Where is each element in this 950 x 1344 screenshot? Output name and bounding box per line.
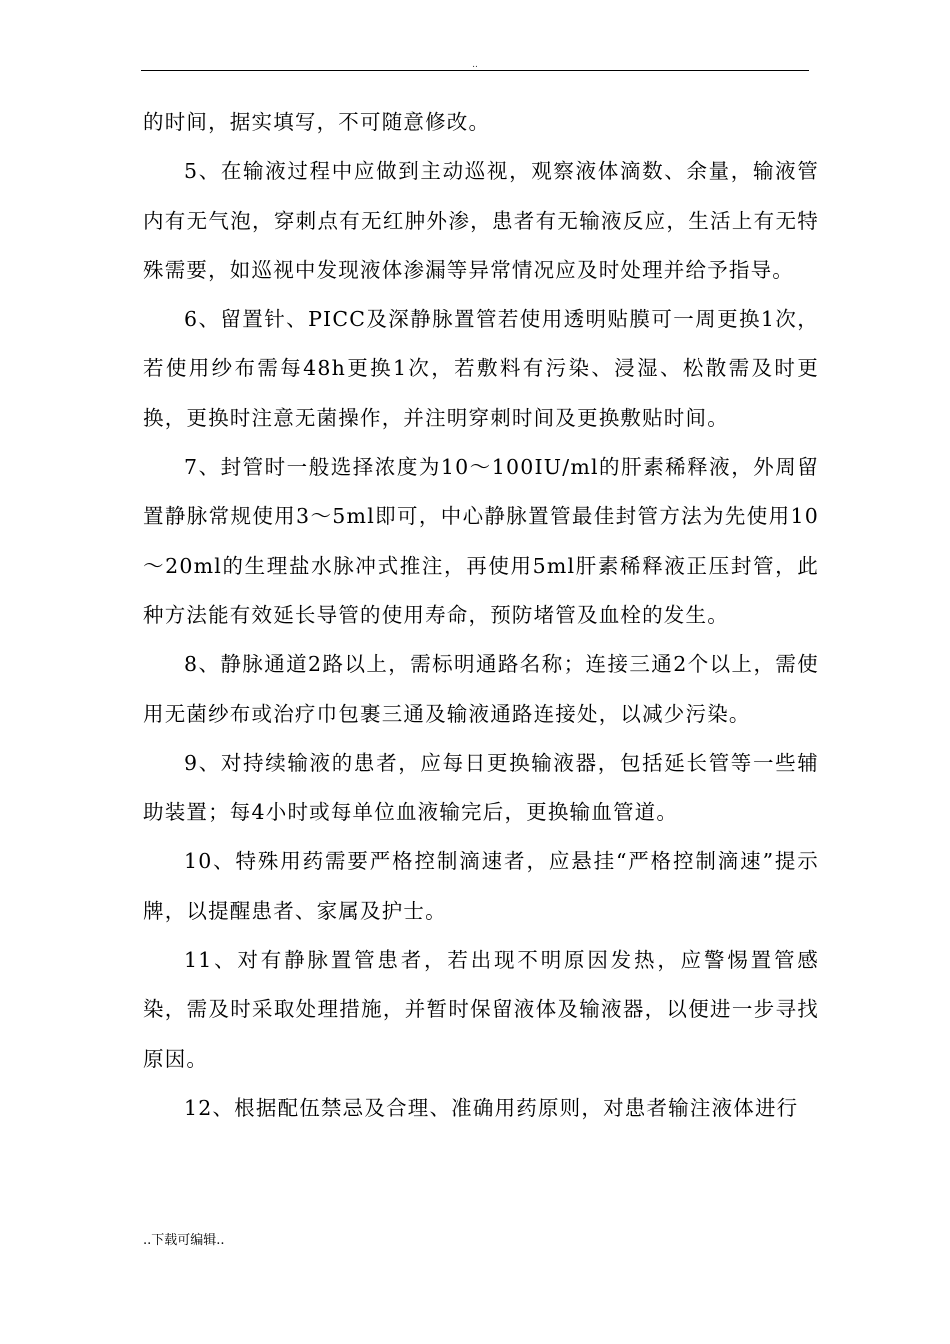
header-mark: .. <box>472 60 478 70</box>
paragraph-item-6: 6、留置针、PICC及深静脉置管若使用透明贴膜可一周更换1次，若使用纱布需每48h更换1次，若敷料有污染、浸湿、松散需及时更换，更换时注意无菌操作，并注明穿刺时间及更换敷贴时间。 <box>143 307 819 430</box>
paragraph-item-9: 9、对持续输液的患者，应每日更换输液器，包括延长管等一些辅助装置；每4小时或每单位血液输完后，更换输血管道。 <box>143 750 819 825</box>
document-body <box>143 98 819 1133</box>
paragraph-item-11: 11、对有静脉置管患者，若出现不明原因发热，应警惕置管感染，需及时采取处理措施，并暂时保留液体及输液器，以便进一步寻找原因。 <box>143 948 819 1071</box>
paragraph-item-8: 8、静脉通道2路以上，需标明通路名称；连接三通2个以上，需使用无菌纱布或治疗巾包裹三通及输液通路连接处，以减少污染。 <box>143 652 819 726</box>
paragraph-item-7: 7、封管时一般选择浓度为10～100IU/ml的肝素稀释液，外周留置静脉常规使用3～5ml即可，中心静脉置管最佳封管方法为先使用10～20ml的生理盐水脉冲式推注，再使用5ml肝素稀释液正压封管，此种方法能有效延长导管的使用寿命，预防堵管及血栓的发生。 <box>143 455 819 627</box>
paragraph-continuation: 的时间，据实填写，不可随意修改。 <box>143 110 491 134</box>
paragraph-item-12: 12、根据配伍禁忌及合理、准确用药原则，对患者输注液体进行 <box>184 1095 799 1120</box>
footer-text: ..下载可编辑.. <box>143 1233 225 1248</box>
paragraph-item-10: 10、特殊用药需要严格控制滴速者，应悬挂“严格控制滴速”提示牌，以提醒患者、家属及护士。 <box>143 849 819 923</box>
header-rule <box>141 70 809 71</box>
paragraph-item-5: 5、在输液过程中应做到主动巡视，观察液体滴数、余量，输液管内有无气泡，穿刺点有无红肿外渗，患者有无输液反应，生活上有无特殊需要，如巡视中发现液体渗漏等异常情况应及时处理并给予指导。 <box>143 159 819 282</box>
